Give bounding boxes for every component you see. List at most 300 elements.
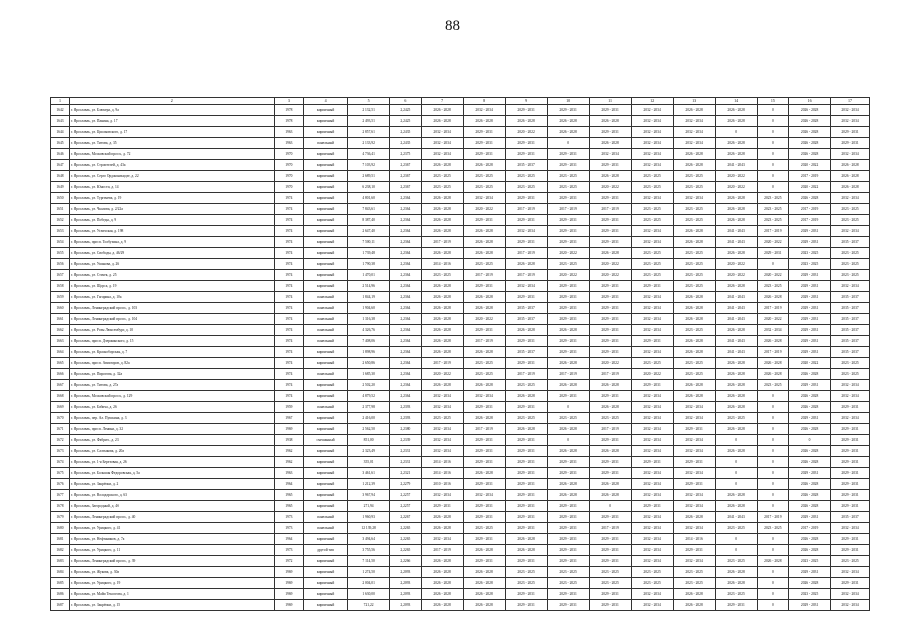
table-cell: 2,2321: [390, 468, 421, 479]
table-cell: 2032 - 2034: [631, 600, 673, 611]
table-cell: 2032 - 2034: [631, 479, 673, 490]
table-cell: 2029 - 2031: [789, 468, 831, 479]
table-cell: 2017 - 2019: [757, 303, 788, 314]
table-cell: 2023 - 2025: [831, 204, 870, 215]
table-cell: 2026 - 2028: [789, 402, 831, 413]
table-cell: 2026 - 2028: [789, 490, 831, 501]
table-cell: 2014 - 2016: [421, 259, 463, 270]
table-cell: 2023 - 2025: [673, 248, 715, 259]
table-cell: 2026 - 2028: [673, 380, 715, 391]
table-row: [51, 468, 870, 479]
table-cell: 3 967,94: [348, 490, 390, 501]
table-cell: 1974: [274, 193, 303, 204]
table-cell: 2032 - 2034: [673, 435, 715, 446]
table-cell: 2026 - 2028: [421, 347, 463, 358]
table-cell: 2026 - 2028: [673, 600, 715, 611]
table-cell: кирпичный: [304, 501, 348, 512]
table-cell: 0: [757, 435, 788, 446]
table-cell: 2023 - 2025: [421, 182, 463, 193]
table-cell: 4 801,60: [348, 193, 390, 204]
table-cell: 2029 - 2031: [547, 556, 589, 567]
table-cell: кирпичный: [304, 347, 348, 358]
table-cell: 2020 - 2022: [789, 182, 831, 193]
table-cell: 2029 - 2031: [463, 435, 505, 446]
row-number-cell: 1657: [51, 270, 70, 281]
table-cell: 2020 - 2022: [757, 314, 788, 325]
row-number-cell: 1660: [51, 303, 70, 314]
table-cell: 1970: [274, 171, 303, 182]
table-cell: 2026 - 2028: [463, 292, 505, 303]
table-cell: 2026 - 2028: [547, 424, 589, 435]
table-cell: 2023 - 2025: [673, 215, 715, 226]
column-header: 1: [51, 98, 70, 105]
table-row: [51, 127, 870, 138]
table-cell: 1970: [274, 182, 303, 193]
table-cell: 2026 - 2028: [789, 446, 831, 457]
row-number-cell: 1672: [51, 435, 70, 446]
table-cell: 2020 - 2022: [789, 160, 831, 171]
column-header: 17: [831, 98, 870, 105]
table-cell: 2032 - 2034: [673, 468, 715, 479]
table-cell: 2032 - 2034: [421, 149, 463, 160]
table-row: [51, 270, 870, 281]
table-cell: 2026 - 2028: [715, 138, 757, 149]
table-cell: 2032 - 2034: [463, 490, 505, 501]
table-cell: 0: [757, 391, 788, 402]
table-cell: 2032 - 2034: [631, 446, 673, 457]
table-cell: 2029 - 2031: [505, 457, 547, 468]
table-cell: 2029 - 2031: [547, 589, 589, 600]
address-cell: г. Ярославль, Московский просп., д. 129: [69, 391, 274, 402]
table-cell: 2,2367: [390, 160, 421, 171]
table-cell: 1969: [274, 567, 303, 578]
table-cell: 2029 - 2031: [789, 314, 831, 325]
table-cell: 2014 - 2016: [421, 468, 463, 479]
row-number-cell: 1676: [51, 479, 70, 490]
table-cell: 2026 - 2028: [673, 160, 715, 171]
table-cell: 2032 - 2034: [631, 545, 673, 556]
table-cell: 2029 - 2031: [589, 468, 631, 479]
table-row: [51, 534, 870, 545]
address-cell: г. Ярославль, Московский просп., д. 72: [69, 149, 274, 160]
row-number-cell: 1668: [51, 391, 70, 402]
table-cell: 2023 - 2025: [547, 413, 589, 424]
table-cell: 2017 - 2019: [505, 369, 547, 380]
table-cell: 2032 - 2034: [631, 347, 673, 358]
table-cell: 2029 - 2031: [631, 457, 673, 468]
table-cell: 2,2266: [390, 556, 421, 567]
table-cell: 2032 - 2034: [631, 193, 673, 204]
address-cell: г. Ярославль, ул. Титова, д. 35: [69, 138, 274, 149]
table-cell: 2023 - 2025: [631, 204, 673, 215]
table-cell: 2032 - 2034: [631, 391, 673, 402]
table-cell: 2026 - 2028: [421, 523, 463, 534]
row-number-cell: 1680: [51, 523, 70, 534]
table-cell: 2029 - 2031: [831, 138, 870, 149]
table-cell: 2017 - 2019: [589, 424, 631, 435]
table-cell: 2029 - 2031: [547, 292, 589, 303]
table-cell: 0: [715, 545, 757, 556]
table-cell: 2026 - 2028: [589, 402, 631, 413]
table-cell: 3 494,64: [348, 534, 390, 545]
address-cell: г. Ярославль, ул. Серго Орджоникидзе, д. 22: [69, 171, 274, 182]
table-cell: 2029 - 2031: [789, 237, 831, 248]
table-cell: 2023 - 2025: [547, 567, 589, 578]
table-cell: 2023 - 2025: [463, 358, 505, 369]
table-cell: кирпичный: [304, 457, 348, 468]
table-cell: 2020 - 2022: [715, 182, 757, 193]
table-cell: 2026 - 2028: [421, 204, 463, 215]
table-cell: 2,2364: [390, 248, 421, 259]
table-cell: 2,2331: [390, 446, 421, 457]
table-cell: 2,2364: [390, 270, 421, 281]
column-header: 16: [789, 98, 831, 105]
table-cell: 2026 - 2028: [463, 567, 505, 578]
table-cell: 2029 - 2031: [505, 556, 547, 567]
table-cell: 2023 - 2025: [463, 259, 505, 270]
row-number-cell: 1681: [51, 534, 70, 545]
table-cell: 2029 - 2031: [547, 501, 589, 512]
table-cell: 2026 - 2028: [421, 567, 463, 578]
row-number-cell: 1658: [51, 281, 70, 292]
table-cell: 2026 - 2028: [673, 292, 715, 303]
address-cell: г. Ярославль, ул. Юности, д. 14: [69, 182, 274, 193]
table-cell: 0: [757, 413, 788, 424]
table-cell: 2023 - 2025: [757, 380, 788, 391]
table-cell: 2,2364: [390, 358, 421, 369]
table-cell: кирпичный: [304, 171, 348, 182]
column-header: 5: [348, 98, 390, 105]
table-cell: 1964: [274, 479, 303, 490]
table-cell: 1969: [274, 589, 303, 600]
address-cell: г. Ярославль, ул. Закрёпки, д. 2: [69, 479, 274, 490]
table-cell: 2029 - 2031: [463, 402, 505, 413]
address-cell: г. Ярославль, ул. 1-я Березовая, д. 26: [69, 457, 274, 468]
table-cell: 2,2364: [390, 292, 421, 303]
address-cell: г. Ярославль, ул. Блюхера, д. 9а: [69, 105, 274, 116]
table-cell: 0: [757, 138, 788, 149]
table-cell: 2029 - 2031: [547, 336, 589, 347]
table-cell: 2029 - 2031: [789, 512, 831, 523]
table-cell: 2 562,50: [348, 424, 390, 435]
table-cell: 1974: [274, 325, 303, 336]
table-cell: 2023 - 2025: [715, 413, 757, 424]
table-cell: 0: [757, 490, 788, 501]
table-cell: 2023 - 2025: [505, 171, 547, 182]
row-number-cell: 1662: [51, 325, 70, 336]
table-row: [51, 204, 870, 215]
table-cell: 2,2364: [390, 347, 421, 358]
table-cell: 2017 - 2019: [757, 347, 788, 358]
table-cell: 2,2093: [390, 600, 421, 611]
table-cell: 2020 - 2022: [715, 270, 757, 281]
table-cell: 2032 - 2034: [421, 424, 463, 435]
table-cell: 1969: [274, 424, 303, 435]
table-cell: 2026 - 2028: [789, 424, 831, 435]
table-cell: 2,2093: [390, 578, 421, 589]
table-cell: 2023 - 2025: [715, 556, 757, 567]
table-row: [51, 380, 870, 391]
table-cell: 2 323,49: [348, 446, 390, 457]
table-cell: 2026 - 2028: [673, 336, 715, 347]
table-cell: 2017 - 2019: [757, 226, 788, 237]
table-cell: 2026 - 2028: [831, 160, 870, 171]
table-cell: кирпичный: [304, 413, 348, 424]
table-cell: 2023 - 2025: [589, 413, 631, 424]
table-cell: 2029 - 2031: [589, 512, 631, 523]
table-row: [51, 149, 870, 160]
table-cell: 2026 - 2028: [757, 292, 788, 303]
table-cell: 2032 - 2034: [831, 226, 870, 237]
table-cell: 2029 - 2031: [789, 292, 831, 303]
table-cell: 2026 - 2028: [715, 567, 757, 578]
table-cell: кирпичный: [304, 479, 348, 490]
table-cell: 2029 - 2031: [547, 237, 589, 248]
table-cell: 2 132,51: [348, 105, 390, 116]
table-cell: 2032 - 2034: [673, 116, 715, 127]
table-cell: 2026 - 2028: [421, 325, 463, 336]
table-cell: 1974: [274, 380, 303, 391]
address-cell: г. Ярославль, Ленинградский просп., д. 103: [69, 303, 274, 314]
row-number-cell: 1645: [51, 138, 70, 149]
table-cell: 0: [757, 105, 788, 116]
table-cell: 2032 - 2034: [673, 523, 715, 534]
table-cell: 2026 - 2028: [505, 534, 547, 545]
table-cell: 2026 - 2028: [421, 314, 463, 325]
table-cell: 2026 - 2028: [547, 446, 589, 457]
table-cell: 2,2265: [390, 534, 421, 545]
table-cell: 2029 - 2031: [463, 556, 505, 567]
table-cell: 3 461,61: [348, 468, 390, 479]
table-cell: 2032 - 2034: [505, 281, 547, 292]
table-cell: 2035 - 2037: [831, 237, 870, 248]
table-cell: 2026 - 2028: [463, 347, 505, 358]
table-cell: 2029 - 2031: [547, 534, 589, 545]
table-cell: 2029 - 2031: [589, 160, 631, 171]
table-cell: 2020 - 2022: [421, 369, 463, 380]
table-cell: 2032 - 2034: [421, 138, 463, 149]
table-cell: 1962: [274, 457, 303, 468]
table-cell: 1 844,19: [348, 292, 390, 303]
row-number-cell: 1678: [51, 501, 70, 512]
table-cell: 1974: [274, 281, 303, 292]
table-row: [51, 160, 870, 171]
table-cell: 2026 - 2028: [673, 226, 715, 237]
table-cell: 2017 - 2019: [505, 270, 547, 281]
table-cell: панельный: [304, 292, 348, 303]
table-row: [51, 435, 870, 446]
table-cell: 2026 - 2028: [421, 578, 463, 589]
table-cell: 0: [757, 149, 788, 160]
table-cell: 0: [757, 259, 788, 270]
table-cell: 2026 - 2028: [715, 105, 757, 116]
table-cell: 1974: [274, 270, 303, 281]
table-cell: 2023 - 2025: [831, 248, 870, 259]
table-cell: 2023 - 2025: [505, 413, 547, 424]
table-cell: 1974: [274, 336, 303, 347]
table-cell: 2026 - 2028: [673, 391, 715, 402]
address-cell: г. Ярославль, ул. Строителей, д. 43а: [69, 160, 274, 171]
table-cell: 2032 - 2034: [631, 468, 673, 479]
table-cell: 2017 - 2019: [505, 248, 547, 259]
table-cell: 6 238,10: [348, 182, 390, 193]
table-cell: 2023 - 2025: [757, 523, 788, 534]
table-cell: 2026 - 2028: [421, 160, 463, 171]
table-cell: 2,2380: [390, 424, 421, 435]
table-cell: 2029 - 2031: [589, 347, 631, 358]
table-cell: 0: [757, 545, 788, 556]
table-cell: 2032 - 2034: [831, 105, 870, 116]
table-cell: 7 114,50: [348, 556, 390, 567]
table-row: [51, 336, 870, 347]
column-header: 13: [673, 98, 715, 105]
table-row: [51, 259, 870, 270]
table-cell: 1974: [274, 369, 303, 380]
table-cell: 2032 - 2034: [831, 589, 870, 600]
table-cell: 2020 - 2022: [789, 358, 831, 369]
table-cell: 2029 - 2031: [547, 468, 589, 479]
table-cell: 1 904,60: [348, 303, 390, 314]
table-cell: 2029 - 2031: [505, 446, 547, 457]
table-cell: 2026 - 2028: [547, 479, 589, 490]
table-cell: 1 212,39: [348, 479, 390, 490]
table-cell: 2023 - 2025: [673, 182, 715, 193]
address-cell: г. Ярославль, ул. Победы, д. 9: [69, 215, 274, 226]
table-row: [51, 457, 870, 468]
table-cell: 2 689,51: [348, 171, 390, 182]
table-cell: 2026 - 2028: [715, 215, 757, 226]
table-cell: 2023 - 2025: [631, 248, 673, 259]
table-cell: 0: [757, 534, 788, 545]
table-cell: 1974: [274, 237, 303, 248]
table-cell: 2029 - 2031: [589, 325, 631, 336]
table-cell: 0: [757, 567, 788, 578]
row-number-cell: 1664: [51, 347, 70, 358]
table-cell: 2026 - 2028: [589, 380, 631, 391]
table-cell: 1974: [274, 248, 303, 259]
table-cell: 2023 - 2025: [505, 578, 547, 589]
table-cell: кирпичный: [304, 193, 348, 204]
table-cell: кирпичный: [304, 468, 348, 479]
table-cell: 2026 - 2028: [547, 380, 589, 391]
table-cell: 2029 - 2031: [789, 380, 831, 391]
table-cell: 12 139,28: [348, 523, 390, 534]
table-cell: 2026 - 2028: [673, 303, 715, 314]
table-cell: 2035 - 2037: [505, 303, 547, 314]
address-cell: г. Ярославль, ул. Урицкого, д. 11: [69, 545, 274, 556]
table-cell: 2032 - 2034: [673, 490, 715, 501]
table-cell: 2029 - 2031: [463, 534, 505, 545]
table-cell: 0: [757, 127, 788, 138]
table-cell: 2 502,20: [348, 380, 390, 391]
registry-table: [50, 97, 870, 611]
table-cell: 2029 - 2031: [505, 138, 547, 149]
table-cell: 2029 - 2031: [547, 215, 589, 226]
table-cell: 2,2364: [390, 303, 421, 314]
column-header: 8: [463, 98, 505, 105]
table-cell: 2029 - 2031: [673, 479, 715, 490]
table-cell: 2020 - 2022: [757, 270, 788, 281]
table-cell: 2023 - 2025: [757, 204, 788, 215]
table-cell: 2032 - 2034: [673, 193, 715, 204]
table-cell: 2017 - 2019: [421, 358, 463, 369]
table-cell: 2029 - 2031: [589, 545, 631, 556]
table-cell: 2023 - 2025: [831, 259, 870, 270]
table-cell: 2026 - 2028: [463, 600, 505, 611]
table-cell: 2,2393: [390, 402, 421, 413]
table-cell: 2 416,00: [348, 413, 390, 424]
table-row: [51, 600, 870, 611]
row-number-cell: 1651: [51, 204, 70, 215]
table-cell: 2041 - 2043: [715, 160, 757, 171]
row-number-cell: 1642: [51, 105, 70, 116]
table-cell: 2029 - 2031: [673, 424, 715, 435]
table-cell: 1973: [274, 512, 303, 523]
table-cell: 2032 - 2034: [631, 556, 673, 567]
table-cell: 2026 - 2028: [547, 116, 589, 127]
table-cell: 2026 - 2028: [463, 413, 505, 424]
address-cell: г. Ярославль, ул. Ушакова, д. 26: [69, 259, 274, 270]
table-cell: 2023 - 2025: [673, 567, 715, 578]
row-number-cell: 1648: [51, 171, 70, 182]
table-cell: 2029 - 2031: [547, 512, 589, 523]
row-number-cell: 1663: [51, 336, 70, 347]
table-cell: 2032 - 2034: [631, 160, 673, 171]
row-number-cell: 1673: [51, 446, 70, 457]
table-cell: 2026 - 2028: [789, 479, 831, 490]
table-cell: 2032 - 2034: [631, 435, 673, 446]
table-cell: 2023 - 2025: [505, 567, 547, 578]
table-cell: 2029 - 2031: [789, 567, 831, 578]
table-cell: 2026 - 2028: [715, 248, 757, 259]
table-cell: кирпичный: [304, 215, 348, 226]
table-cell: 2026 - 2028: [715, 358, 757, 369]
table-cell: 2035 - 2037: [831, 292, 870, 303]
table-cell: 2029 - 2031: [463, 446, 505, 457]
table-cell: 2032 - 2034: [631, 534, 673, 545]
table-cell: 2026 - 2028: [463, 226, 505, 237]
table-cell: 0: [757, 468, 788, 479]
table-cell: 2026 - 2028: [589, 446, 631, 457]
table-cell: 851,00: [348, 435, 390, 446]
table-row: [51, 589, 870, 600]
table-cell: 2029 - 2031: [789, 413, 831, 424]
table-cell: 2 377,98: [348, 402, 390, 413]
table-row: [51, 358, 870, 369]
table-cell: 2023 - 2025: [631, 270, 673, 281]
table-cell: 2,2367: [390, 182, 421, 193]
table-cell: 2032 - 2034: [589, 149, 631, 160]
table-cell: 2026 - 2028: [589, 138, 631, 149]
table-cell: 2029 - 2031: [505, 193, 547, 204]
table-cell: 2023 - 2025: [421, 270, 463, 281]
address-cell: г. Ярославль, ул. Нефтяников, д. 7а: [69, 534, 274, 545]
table-cell: 2029 - 2031: [505, 237, 547, 248]
address-cell: г. Ярославль, ул. Фабрич., д. 23: [69, 435, 274, 446]
table-cell: 2029 - 2031: [463, 149, 505, 160]
table-cell: 2020 - 2022: [589, 182, 631, 193]
table-cell: 2026 - 2028: [421, 303, 463, 314]
row-number-cell: 1677: [51, 490, 70, 501]
table-cell: 0: [589, 501, 631, 512]
row-number-cell: 1644: [51, 127, 70, 138]
table-row: [51, 479, 870, 490]
table-cell: 2026 - 2028: [547, 490, 589, 501]
table-cell: 0: [757, 479, 788, 490]
table-cell: 2026 - 2028: [589, 116, 631, 127]
table-cell: 2029 - 2031: [589, 292, 631, 303]
table-cell: 0: [757, 600, 788, 611]
